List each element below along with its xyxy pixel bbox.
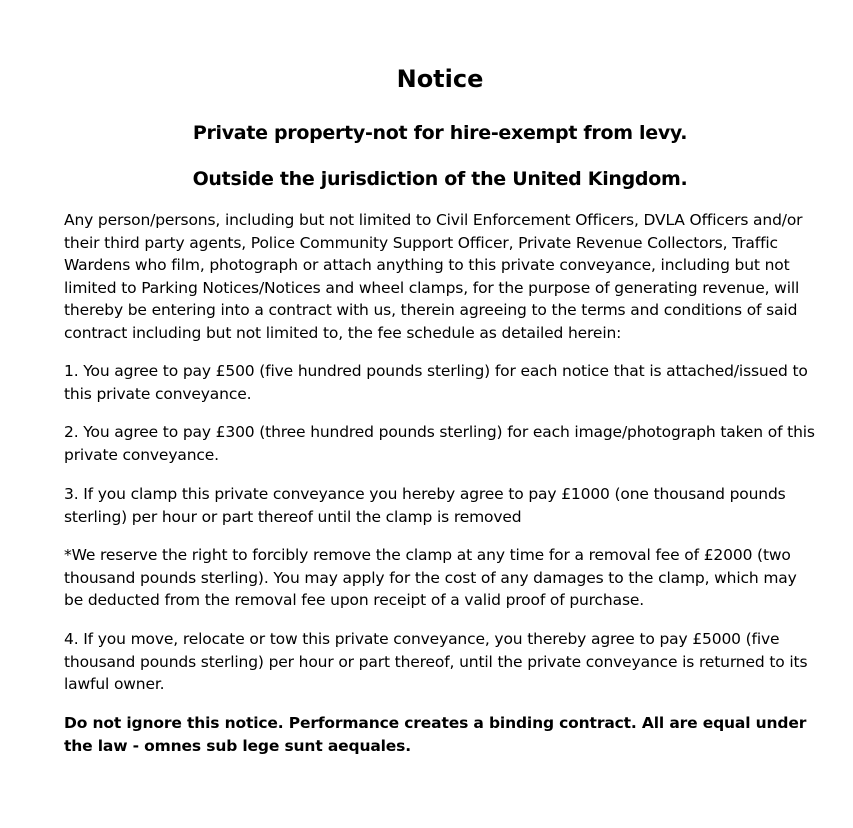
subtitle-jurisdiction: Outside the jurisdiction of the United Kingdom. [192, 168, 688, 190]
clause-notice-fee: 1. You agree to pay £500 (five hundred pounds sterling) for each notice that is attached/issued to this private conveyance. [64, 362, 808, 403]
closing-statement: Do not ignore this notice. Performance creates a binding contract. All are equal under the law - omnes sub lege sunt aequales. [64, 714, 807, 755]
notice-title: Notice [396, 65, 484, 93]
clause-clamp-fee: 3. If you clamp this private conveyance you hereby agree to pay £1000 (one thousand pounds sterling) per hour or part thereof until the clamp is removed [64, 485, 786, 526]
clause-clamp-removal-note: *We reserve the right to forcibly remove the clamp at any time for a removal fee of £2000 (two thousand pounds sterling). You may apply for the cost of any damages to the clamp, which may be deducted from the removal fee upon receipt of a valid proof of purchase. [64, 546, 797, 609]
intro-paragraph: Any person/persons, including but not limited to Civil Enforcement Officers, DVLA Officers and/or their third party agents, Police Community Support Officer, Private Revenue Collectors, Traffic Wardens who film, photograph or attach anything to this private conveyance, including but not limited to Parking Notices/Notices and wheel clamps, for the purpose of generating revenue, will thereby be entering into a contract with us, therein agreeing to the terms and conditions of said contract including but not limited to, the fee schedule as detailed herein: [64, 211, 803, 342]
clause-tow-fee: 4. If you move, relocate or tow this private conveyance, you thereby agree to pay £5000 (five thousand pounds sterling) per hour or part thereof, until the private conveyance is returned to its lawful owner. [64, 630, 808, 693]
clause-photograph-fee: 2. You agree to pay £300 (three hundred pounds sterling) for each image/photograph taken of this private conveyance. [64, 423, 815, 464]
subtitle-private-property: Private property-not for hire-exempt from levy. [192, 122, 688, 144]
